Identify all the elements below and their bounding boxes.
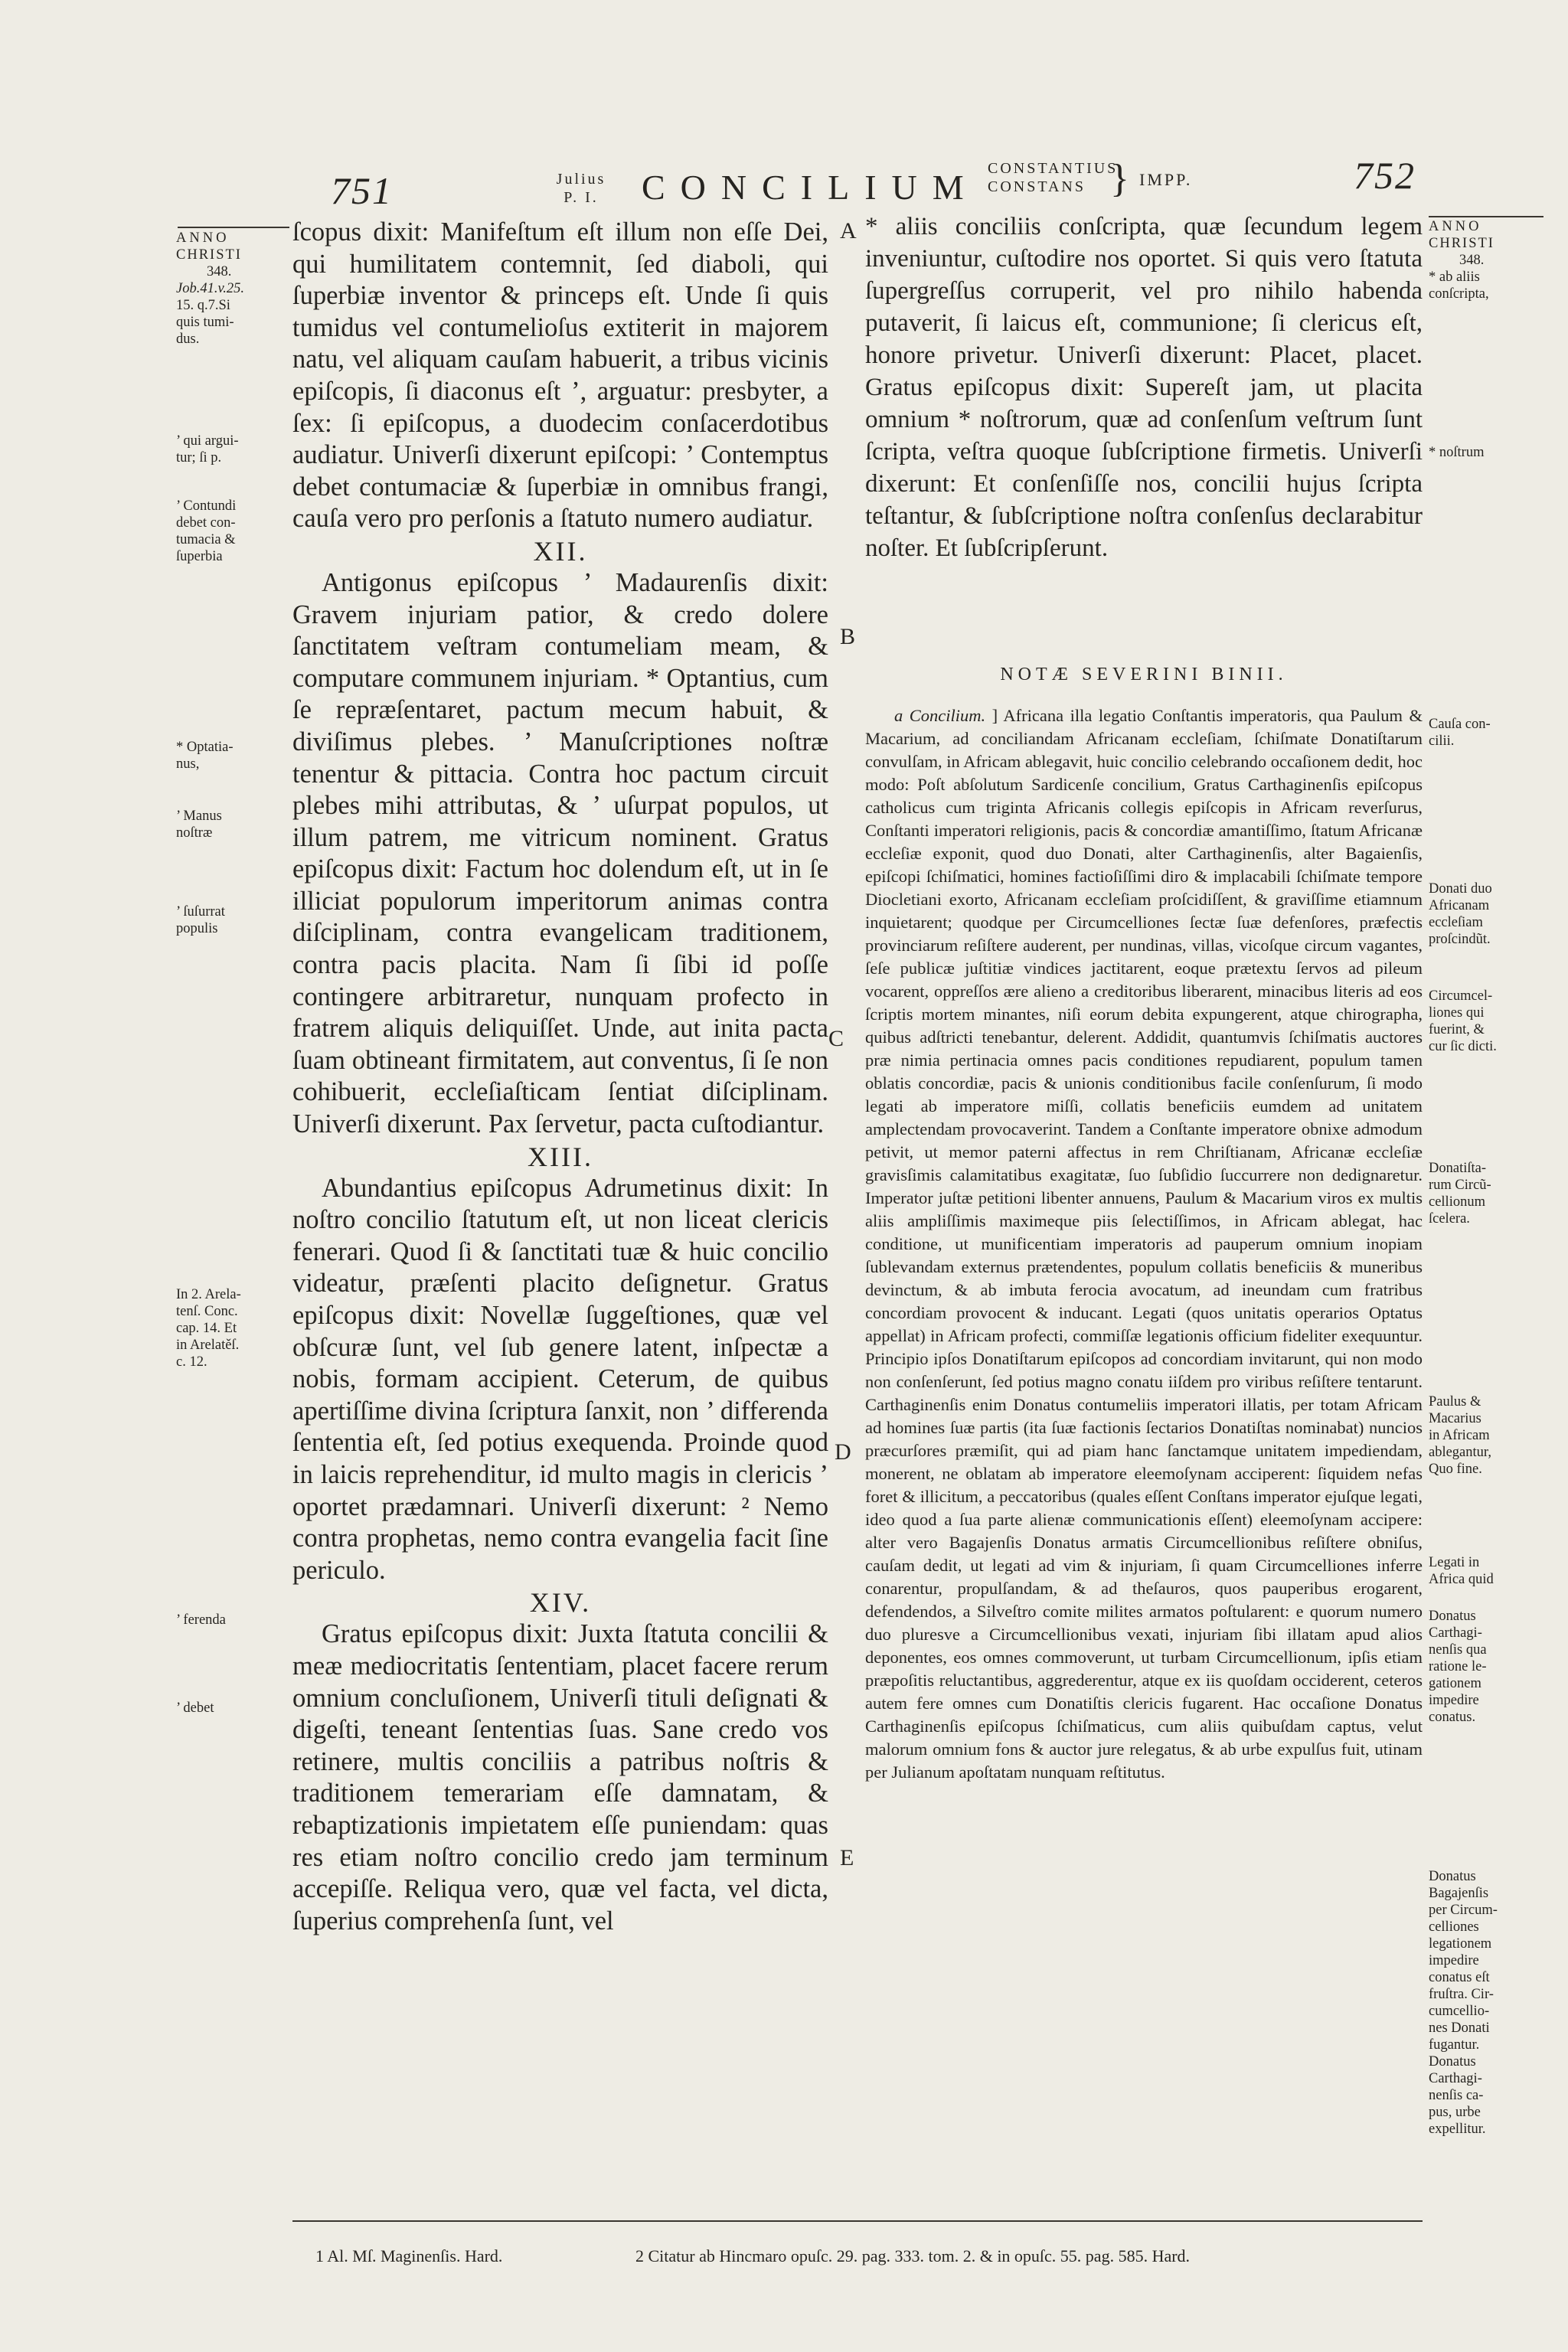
page-number-left: 751 [331, 169, 393, 212]
section-heading-xiii: XIII. [528, 1141, 593, 1172]
emperor-2: CONSTANS [988, 178, 1086, 195]
section-letter-d: D [835, 1439, 851, 1465]
paragraph: ſcopus dixit: Manifeſtum eſt illum non eſſe Dei, qui humilitatem contemnit, ſed diaboli, qui ſuperbiæ inventor & princeps eſt. Unde ſi quis tumidus vel contumelioſus extiterit in majorem natu, vel aliquam cauſam habuerit, a tribus vicinis epiſcopis, ſi diaconus eſt ’, arguatur: presbyter, a ſex: ſi epiſcopus, a duodecim conſacerdotibus audiatur. Univerſi dixerunt epiſcopi: ’ Contemptus debet contumaciæ & ſuperbiæ in omnibus frangi, cauſa vero pro perſonis a ſtatuto numero audiatur. [292, 217, 828, 534]
pope-name: Julius [556, 171, 606, 188]
section-heading-xii: XII. [533, 535, 588, 567]
section-letter-a: A [840, 218, 857, 243]
margin-note: Cauſa con- cilii. [1429, 717, 1491, 749]
margin-rule [178, 227, 289, 228]
emperor-1: CONSTANTIUS [988, 160, 1119, 177]
margin-note: Circumcel- liones qui fuerint, & cur ſic dicti. [1429, 988, 1497, 1054]
margin-note: * Optatia- nus, [176, 740, 234, 772]
section-letter-b: B [840, 624, 856, 649]
notes-heading: NOTÆ SEVERINI BINII. [1000, 665, 1288, 684]
margin-note: Donati duo Africanam eccleſiam proſcindũt. [1429, 881, 1492, 947]
note-text: ] Africana illa legatio Conſtantis imperatoris, qua Paulum & Macarium, ad conciliandam Africanam eccleſiam, ſchiſmate Donatiſtarum convulſam, in Africam ablegavit, huic concilio celebrando occaſionem dedit, hoc modo: Poſt abſolutum Sardicenſe concilium, Gratus Carthaginenſis epiſcopus catholicus cum triginta Africanis collegis epiſcopis in Africam reverſurus, Conſtanti imperatori religionis, pacis & concordiæ amantiſſimo, ſtatum Africanæ eccleſiæ exponit, quod duo Donati, alter Carthaginenſis, alter Bagaienſis, epiſcopi ſchiſmatici, homines factioſiſſimi diro & implacabili ſchiſmate tempore Diocletiani exorto, Africanam eccleſiam proſcidiſſent, & graviſſime etiamnum inquietarent; quodque per Circumcelliones ſectæ ſuæ defenſores, præfectis provinciarum reſiſtere auderent, per nundinas, villas, vicoſque circum vagantes, ſeſe publicæ juſtitiæ vindices jactitarent, eoque prætextu ſervos ad pileum vocarent, oppreſſos ære alieno a creditoribus liberarent, minacibus literis ad eos ſcriptis mortem minantes, niſi eorum debita expungerent, atque chirographa, quibus adſtricti tenebantur, delerent. Addidit, quantumvis ſchiſmatis auctores præ nimia pertinacia omnes pacis conditiones repudiarent, populum tamen oblatis concordiæ, pacis & unionis conditionibus facile conſenſurum, ſi modo legati ab imperatore miſſi, collatis beneficiis eumdem ad unitatem amplectendam provocaverint. Tandem a Conſtante imperatore obnixe admodum petivit, ut memor paterni affectus in rem Chriſtianam, Africanæ eccleſiæ gravisſimis calamitatibus exagitatæ, ſuo ſubſidio ſuccurrere non dedignaretur. Imperator juſtæ petitioni libenter annuens, Paulum & Macarium viros ex multis aliis ampliſſimis maximeque piis ſelectiſſimos, in Africam ablegat, hac conditione, ut munificentiam imperatoris ad pauperum omnium inopiam ſublevandam externus prætendentes, populum collatis beneficiis & muneribus devinctum, & ab imbuta ferocia avocatum, ad ineundam cum fratribus concordiam provocent & inducant. Legati (quos unitatis operarios Optatus appellat) in Africam profecti, commiſſæ legationis officium fideliter exequuntur. Principio ipſos Donatiſtarum epiſcopos ad concordiam invitarunt, qui non modo non conſenſerunt, ſed potius magno conatu iiſdem pro viribus reſiſtere tentarunt. Carthaginenſis enim Donatus contumeliis imperatori illatis, per totam Africam ad homines ſuæ partis (ita ſuæ factionis ſectarios Donatiſtas nominabat) nuncios præcurſores præmiſit, qui ad piam hanc ſanctamque unitatem impediendam, monerent, ne oblatam ab imperatore eleemoſynam acciperent: ſiquidem nefas foret & illicitum, a peccatoribus (quales eſſent Conſtans imperator ejuſque legati, ideo quod a ſua parte alienæ communicationis eſſent) eleemoſynam accipere: alter vero Bagajenſis Donatus armatis Circumcellionibus reſiſtere obniſus, cauſam dedit, ut legati ad vim & injuriam, ſi quam Circumcelliones inferre conarentur, propulſandam, & ad theſauros, quos pauperibus erogarent, defendendos, a Silveſtro comite milites armatos poſtularent: e quorum numero duo pluresve a Circumcellionibus vexati, injuriam ſibi illatam apud alios deponentes, eos omnes commoverunt, ut turbam Circumcellionum, ipſis etiam præpoſitis reluctantibus, aggrederentur, atque ex iis quoſdam occiderent, ceteros autem fere omnes cum Donatiſtis clericis fugarent. Hac occaſione Donatus Carthaginenſis epiſcopus ſchiſmaticus, cum aliis quibuſdam captus, velut malorum omnium fons & auctor jure relegatus, & ab urbe expulſus fuit, utinam per Julianum apoſtatam nunquam reſtitutus. [865, 706, 1423, 1782]
right-text-column [865, 211, 1423, 564]
page-number-right: 752 [1354, 154, 1416, 197]
notes-block [865, 704, 1423, 1784]
margin-note: ’ Contundi debet con- tumacia & ſuperbia [176, 498, 237, 564]
footnote-1: 1 Al. Mſ. Maginenſis. Hard. [315, 2246, 503, 2265]
pope-number: P. I. [564, 189, 599, 206]
margin-rule [1429, 216, 1544, 217]
note-lemma: a Concilium. [894, 706, 986, 725]
left-text-column [292, 217, 828, 1937]
paragraph: * aliis conciliis conſcripta, quæ ſecundum legem inveniuntur, cuſtodire nos oportet. Si quis vero ſtatuta ſupergreſſus corruperit, vel pro nihilo habenda putaverit, ſi laicus eſt, communione; ſi clericus eſt, honore privetur. Univerſi dixerunt: Placet, placet. Gratus epiſcopus dixit: Supereſt jam, ut placita omnium * noſtrorum, quæ ad conſenſum veſtrum ſunt ſcripta, veſtra quoque ſubſcriptione firmetis. Univerſi dixerunt: Et conſenſiſſe nos, concilii hujus ſcripta teſtantur, & ſubſcriptione noſtra conſenſus declarabitur noſter. Et ſubſcripſerunt. [865, 213, 1423, 562]
margin-note: ’ ſuſurrat populis [176, 904, 225, 936]
paragraph: Abundantius epiſcopus Adrumetinus dixit: In noſtro concilio ſtatutum eſt, ut non liceat clericis fenerari. Quod ſi & ſanctitati tuæ & huic concilio videatur, præſenti placito deſignetur. Gratus epiſcopus dixit: Novellæ ſuggeſtiones, quæ vel obſcuræ ſunt, vel ſub genere latent, inſpectæ a nobis, formam accipient. Ceterum, de quibus apertiſſime divina ſcriptura ſanxit, non ’ differenda ſententia eſt, ſed potius exequenda. Proinde quod in laicis reprehenditur, id multo magis in clericis ’ oportet prædamnari. Univerſi dixerunt: ² Nemo contra prophetas, nemo contra evangelia facit ſine periculo. [292, 1173, 828, 1585]
margin-note: ANNO CHRISTI 348. * ab aliis conſcripta, [1429, 219, 1494, 302]
margin-note: ’ debet [176, 1700, 214, 1716]
margin-note: * noſtrum [1429, 445, 1485, 460]
footnote-2: 2 Citatur ab Hincmaro opuſc. 29. pag. 333. tom. 2. & in opuſc. 55. pag. 585. Hard. [635, 2246, 1191, 2265]
margin-note: ANNO CHRISTI 348. Job.41.v.25. 15. q.7.Si quis tumi- dus. [176, 230, 245, 347]
brace-mark: } [1110, 157, 1129, 201]
margin-note: In 2. Arela- tenſ. Conc. cap. 14. Et in Arelatěſ. c. 12. [176, 1287, 241, 1370]
section-letter-e: E [840, 1845, 854, 1870]
running-title: CONCILIUM [642, 168, 979, 207]
section-heading-xiv: XIV. [529, 1587, 592, 1619]
margin-note: ’ qui argui- tur; ſi p. [176, 433, 239, 466]
margin-note: ’ Manus noſtræ [176, 808, 222, 841]
paragraph: Antigonus epiſcopus ’ Madaurenſis dixit: Gravem injuriam patior, & credo dolere ſanctitatem veſtram contumeliam meam, & computare communem injuriam. * Optantius, cum ſe repræſentaret, pactum mecum habuit, & diviſimus plebes. ’ Manuſcriptiones noſtræ tenentur & pittacia. Contra hoc pactum circuit plebes mihi attributas, & ’ uſurpat populos, ut illum patrem, me vitricum nominent. Gratus epiſcopus dixit: Factum hoc dolendum eſt, ut in ſe illiciat populorum imperitorum animas contra diſciplinam, contra evangelicam traditionem, contra pacis placita. Nam ſi ſibi id poſſe contingere arbitraretur, nunquam profecto in fratrem aliquis deliquiſſet. Unde, aut inita pacta ſuam obtineant firmitatem, aut conventus, ſi ſe non cohibuerit, eccleſiaſticam ſentiat diſciplinam. Univerſi dixerunt. Pax ſervetur, pacta cuſtodiantur. [292, 567, 828, 1139]
footnote-rule [292, 2220, 1423, 2222]
impp-label: IMPP. [1139, 170, 1193, 189]
margin-note: Paulus & Macarius in Africam ablegantur, Quo fine. [1429, 1394, 1491, 1477]
margin-note: Legati in Africa quid [1429, 1555, 1494, 1587]
margin-note: Donatus Bagajenſis per Circum- celliones legationem impedire conatus eſt fruſtra. Cir- cumcellio- nes Donati fugantur. Donatus Carthagi- nenſis ca- pus, urbe expellitur. [1429, 1869, 1498, 2137]
margin-note: Donatiſta- rum Circũ- cellionum ſcelera. [1429, 1161, 1491, 1227]
paragraph: Gratus epiſcopus dixit: Juxta ſtatuta concilii & meæ mediocritatis ſententiam, placet facere rerum omnium concluſionem, Univerſi tituli deſignati & digeſti, teneant ſententias ſuas. Sane credo vos retinere, multis conciliis a patribus noſtris & traditionem temerariam eſſe damnatam, & rebaptizationis impietatem eſſe puniendam: quas res etiam noſtro concilio credo jam terminum accepiſſe. Reliqua vero, quæ vel facta, vel dicta, ſuperius comprehenſa ſunt, vel [292, 1619, 828, 1936]
section-letter-c: C [828, 1026, 844, 1051]
margin-note: Donatus Carthagi- nenſis qua ratione le- gationem impedire conatus. [1429, 1609, 1487, 1725]
margin-note: ’ ferenda [176, 1612, 226, 1628]
